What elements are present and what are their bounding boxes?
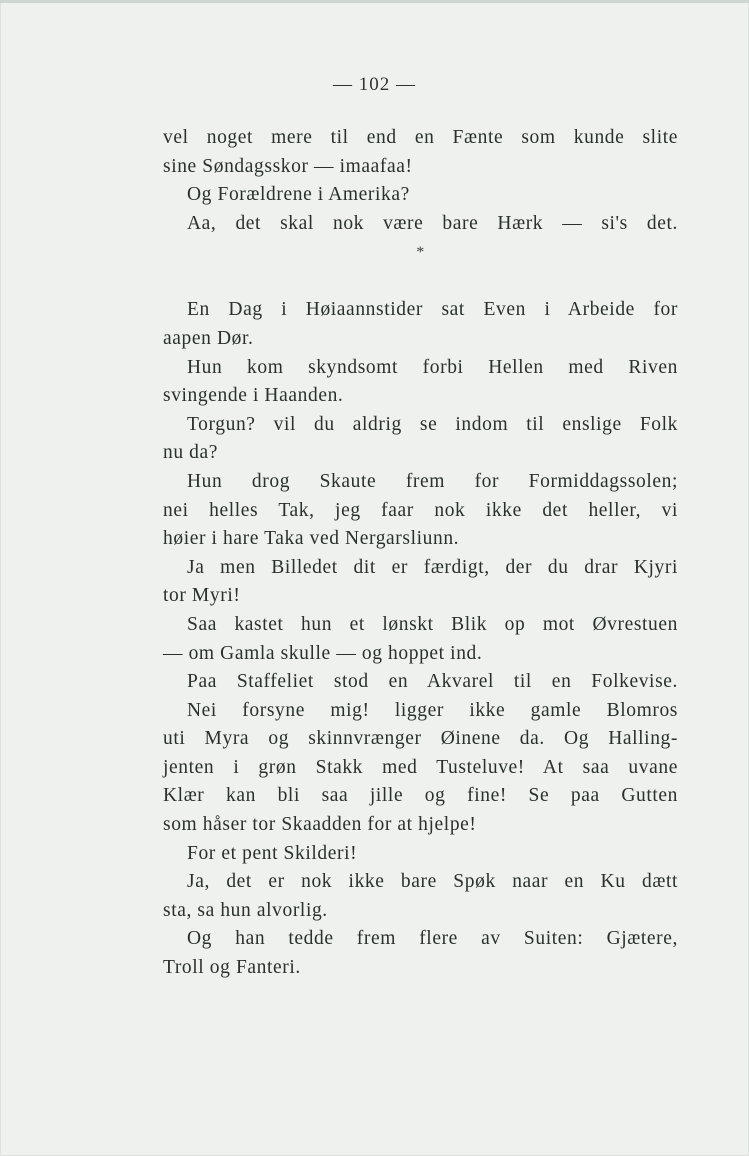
page-number: — 102 — [333, 74, 416, 95]
paragraph-block-2 [163, 296, 678, 982]
text-line: Og han tedde frem flere av Suiten: Gjætere, [187, 928, 678, 950]
text-line: sine Søndagsskor — imaafaa! [163, 155, 413, 177]
text-line: Klær kan bli saa jille og fine! Se paa Gutten [163, 785, 678, 807]
text-line: Og Forældrene i Amerika? [187, 184, 410, 206]
text-line: Hun drog Skaute frem for Formiddagssolen; [187, 470, 678, 492]
text-line: Torgun? vil du aldrig se indom til enslige Folk [187, 413, 678, 435]
text-line: Aa, det skal nok være bare Hærk — si's det. [187, 212, 678, 234]
text-line: Ja men Billedet dit er færdigt, der du drar Kjyri [187, 556, 678, 578]
text-line: som håser tor Skaadden for at hjelpe! [163, 814, 477, 836]
paragraph-block-1 [163, 124, 678, 238]
body-text [163, 124, 678, 983]
text-line: For et pent Skilderi! [187, 842, 358, 864]
text-line: Nei forsyne mig! ligger ikke gamle Blomros [187, 699, 678, 721]
text-line: — om Gamla skulle — og hoppet ind. [163, 642, 483, 664]
text-line: Hun kom skyndsomt forbi Hellen med Riven [187, 356, 678, 378]
section-separator: * [416, 244, 425, 262]
text-line: Ja, det er nok ikke bare Spøk naar en Ku dætt [187, 871, 678, 893]
text-line: svingende i Haanden. [163, 385, 344, 407]
text-line: jenten i grøn Stakk med Tusteluve! At saa uvane [163, 756, 678, 778]
text-line: vel noget mere til end en Fænte som kunde slite [163, 127, 678, 148]
text-line: Saa kastet hun et lønskt Blik op mot Øvrestuen [187, 613, 678, 635]
text-line: Paa Staffeliet stod en Akvarel til en Folkevise. [187, 671, 678, 693]
text-line: høier i hare Taka ved Nergarsliunn. [163, 528, 460, 550]
text-line: uti Myra og skinnvrænger Øinene da. Og Halling- [163, 728, 678, 750]
text-line: En Dag i Høiaannstider sat Even i Arbeide for [187, 299, 678, 321]
text-line: sta, sa hun alvorlig. [163, 899, 328, 921]
text-line: nei helles Tak, jeg faar nok ikke det heller, vi [163, 499, 678, 521]
text-line: tor Myri! [163, 585, 241, 607]
text-line: Troll og Fanteri. [163, 957, 301, 979]
text-line: aapen Dør. [163, 327, 254, 349]
page-top-edge [0, 0, 749, 3]
text-line: nu da? [163, 442, 219, 464]
